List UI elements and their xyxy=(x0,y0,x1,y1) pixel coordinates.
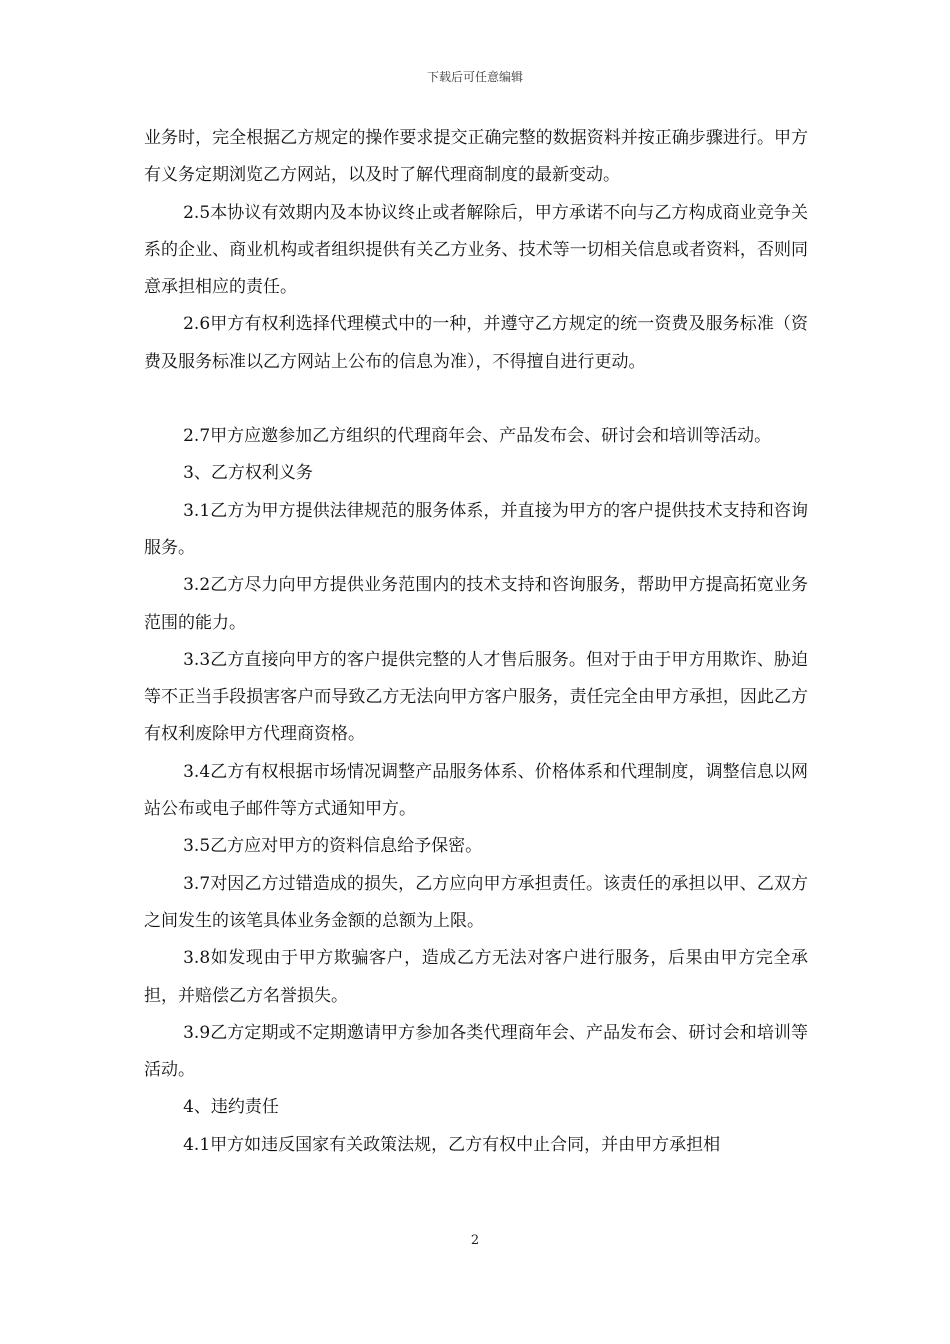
paragraph: 2.6甲方有权利选择代理模式中的一种，并遵守乙方规定的统一资费及服务标准（资费及服务标准以乙方网站上公布的信息为准），不得擅自进行更动。 xyxy=(144,314,808,372)
document-body xyxy=(144,120,808,1164)
paragraph: 2.7甲方应邀参加乙方组织的代理商年会、产品发布会、研讨会和培训等活动。 xyxy=(183,426,772,447)
section-heading: 3、乙方权利义务 xyxy=(183,463,313,484)
paragraph: 3.4乙方有权根据市场情况调整产品服务体系、价格体系和代理制度，调整信息以网站公布或电子邮件等方式通知甲方。 xyxy=(144,761,808,820)
paragraph: 2.5本协议有效期内及本协议终止或者解除后，甲方承诺不向与乙方构成商业竞争关系的企业、商业机构或者组织提供有关乙方业务、技术等一切相关信息或者资料，否则同意承担相应的责任。 xyxy=(144,202,808,298)
paragraph: 3.7对因乙方过错造成的损失，乙方应向甲方承担责任。该责任的承担以甲、乙双方之间发生的该笔具体业务金额的总额为上限。 xyxy=(144,873,808,931)
section-heading: 4、违约责任 xyxy=(183,1097,279,1118)
paragraph: 3.3乙方直接向甲方的客户提供完整的人才售后服务。但对于由于甲方用欺诈、胁迫等不正当手段损害客户而导致乙方无法向甲方客户服务，责任完全由甲方承担，因此乙方有权利废除甲方代理商资格。 xyxy=(144,649,808,745)
paragraph: 业务时，完全根据乙方规定的操作要求提交正确完整的数据资料并按正确步骤进行。甲方有义务定期浏览乙方网站，以及时了解代理商制度的最新变动。 xyxy=(144,128,808,186)
paragraph: 3.2乙方尽力向甲方提供业务范围内的技术支持和咨询服务，帮助甲方提高拓宽业务范围的能力。 xyxy=(144,575,808,633)
paragraph: 3.8如发现由于甲方欺骗客户，造成乙方无法对客户进行服务，后果由甲方完全承担，并赔偿乙方名誉损失。 xyxy=(144,948,808,1006)
paragraph: 3.9乙方定期或不定期邀请甲方参加各类代理商年会、产品发布会、研讨会和培训等活动。 xyxy=(144,1022,808,1081)
paragraph: 3.5乙方应对甲方的资料信息给予保密。 xyxy=(183,836,483,857)
page-number: 2 xyxy=(470,1233,480,1248)
page-header: 下载后可任意编辑 xyxy=(426,70,523,84)
paragraph: 3.1乙方为甲方提供法律规范的服务体系，并直接为甲方的客户提供技术支持和咨询服务。 xyxy=(144,500,808,558)
blank-line xyxy=(144,381,808,418)
paragraph: 4.1甲方如违反国家有关政策法规，乙方有权中止合同，并由甲方承担相 xyxy=(183,1134,721,1155)
